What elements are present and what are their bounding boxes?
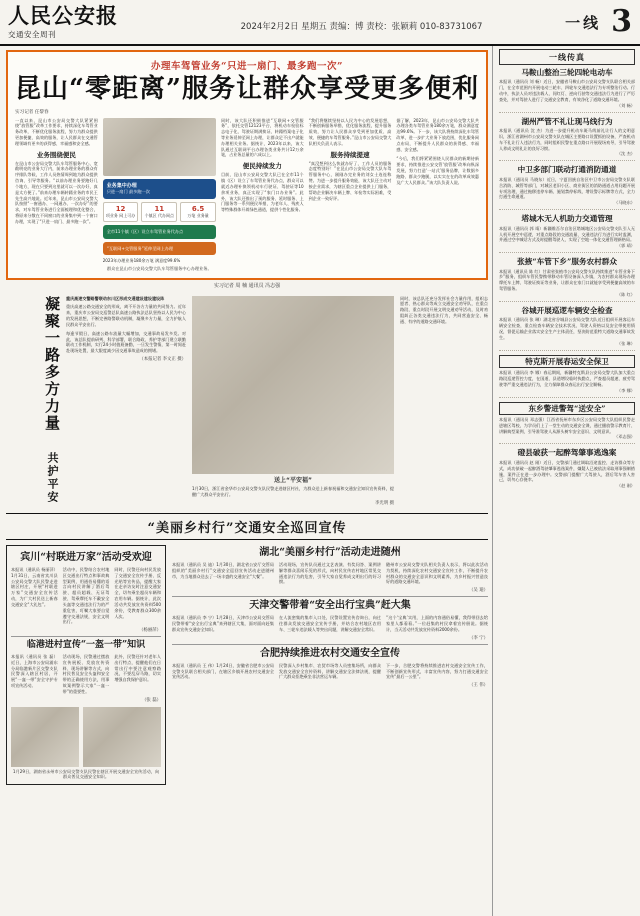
rail-item-sig: （郭 靖）: [616, 243, 635, 249]
lead-column-4: [309, 118, 392, 272]
br-story3-col3: 下一步，合肥交警将持续推进农村交通安全宣传工作，不断创新宣传形式，丰富宣传内容，努力打通交通安全宣传“最后一公里”。: [386, 662, 488, 680]
rail-item-text: 本报讯（通讯员 李 娜）春运期间，新疆特克斯县公安局交警大队加大重点路段巡逻管控力度，在国道、县道增设临时执勤点，严查超员超速、疲劳驾驶等严重交通违法行为，全力保障群众春运出行安全顺畅。: [499, 370, 635, 387]
lead-column-3: [221, 118, 304, 272]
lead-para-4: 目前，昆山市公安局交警大队已在全市11个镇（区）设立了车驾管业务代办点，群众可以就近办理补换领机动车行驶证、驾驶证等10余项业务，真正实现了“家门口办业务”。此外，该大队还推出了预约服务、延时服务、上门服务等一系列便民举措，为老年人、残疾人等特殊群体开辟绿色通道，提供个性化服务。: [220, 172, 304, 213]
bl-photo-caption: 1月29日，湖南省永州市公安局交警支队民警在辖区开展交通安全宣传活动，向群众普及交通安全知识。: [12, 768, 160, 780]
lead-subhead-1: 业务围绕便民: [36, 150, 76, 159]
rail-item-sig: （李 娜）: [616, 387, 635, 393]
lead-para-1: 一直以来，昆山市公安局交警大队紧紧围绕“放管服”改革工作要求，持续深化车驾管业务改革，不断优化服务流程，努力为群众提供更加便捷、高效的服务，让人民群众在交通管理领域有更多的获得感、幸福感和安全感。: [15, 117, 98, 146]
feature2-sig-right: 李光明 摄: [375, 501, 394, 507]
lead-column-1: [15, 118, 98, 272]
issue-dateline: 2024年2月2日 星期五 责编：博 责校：张颖莉 010-83731067: [240, 22, 483, 32]
badge-item: [180, 202, 216, 222]
badge-label: 万笔 业务量: [187, 213, 209, 219]
divider: [11, 636, 161, 637]
section-title: 一线: [565, 13, 602, 32]
page-number: 3: [611, 4, 632, 39]
br-story2-col2: 在人流密集的集市入口处，民警设置宣传咨询台，向过往群众发放交通安全宣传手册，并结合农村地区农用车、三轮车违法载人等突出问题，讲解交通安全常识。: [279, 615, 381, 632]
right-rail: [492, 46, 640, 916]
br-story1-title: 湖北“美丽乡村行”活动走进随州: [259, 547, 401, 559]
rail-item: [499, 402, 635, 445]
lead-para-6: “真没想到这么快就办好了，工作人员的服务态度特别好！”在昆山市公安局交警大队车驾管服务中心，刚刚办完业务的刘女士连连称赞。为进一步提升服务效能，该大队还主动对接企业需求，为辖区重点企业提供上门服务，帮助企业解决车辆上牌、年检等实际困难，受到企业一致好评。: [308, 160, 392, 201]
badge-number: 12: [115, 205, 126, 214]
lead-photo: [103, 118, 216, 176]
paper-name: 人民公安报: [8, 2, 118, 28]
divider: [172, 644, 488, 645]
rail-item-text: 本报讯（通讯员 赵 刚）近日，交警部门通过调取沿途监控、走访群众等方式，成功侦破一起醉酒驾驶肇事逃逸案件，嫌疑人已被依法采取刑事强制措施，案件正在进一步办理中。交警部门提醒广大驾驶人，酒后驾车害人害己，切勿心存侥幸。: [499, 459, 635, 483]
br-story1-col3: 随州市公安局交警支队相关负责人表示，将以此次活动为契机，持续深化农村交通安全宣传工作，不断提升农村群众的交通安全意识和文明素养，为乡村振兴营造良好的道路交通环境。: [386, 562, 488, 585]
campaign-band: [6, 513, 488, 540]
lead-kicker: 办理车驾管业务“只进一扇门、最多跑一次”: [151, 61, 343, 72]
br-story3-col1: 本报讯（通讯员 王 伟）1月24日，安徽省合肥市公安局交警支队联合相关部门，在辖区乡镇开展农村交通安全宣传活动。: [172, 662, 274, 680]
bl-story1-col2: 活动中，民警结合农村地区交通出行特点和事故典型案例，用通俗易懂的语言向村民讲解了酒后驾驶、超员超载、无证驾驶、驾乘摩托车不戴安全头盔等交通违法行为的严重危害，叮嘱大家要自觉遵守交通法规，安全文明出行。: [62, 567, 110, 625]
rail-item-text: 本报讯（通讯员 马晓东）近日，宁夏回族自治区中卫市公安局交警支队联合消防、城管等部门，对城区老旧小区、商业街区的消防通道占用问题开展专项治理，通过拖移违停车辆、施划禁停标线、增设警示标牌等方式，全力打通生命通道。: [499, 176, 635, 200]
rail-item-title: 湖州严管不礼让现马线行为: [521, 116, 613, 126]
infographic-badges: [103, 202, 216, 222]
lead-headline: 昆山“零距离”服务让群众享受更多便利: [15, 74, 479, 104]
rail-item-title: 谷城开展巡逻车辆安全检查: [521, 305, 613, 315]
rail-item-title: 张掖“车管下乡”服务农村群众: [517, 257, 617, 267]
br-story-2: [172, 600, 488, 640]
bottom-right-stories: [172, 545, 488, 785]
rail-item-sig: （刘 畅）: [616, 102, 635, 108]
rail-item: [499, 306, 635, 351]
rail-item-text: 本报讯（通讯员 刘 畅）近日，安徽省马鞍山市公安局交警支队联合相关部门，在全市范围内开展电动三轮车、四轮车交通违法行为专项整治行动。行动中，执法人员对违法载人、闯红灯、逆向行驶等交通违法行为进行了严厉查处，并对驾驶人进行了交通安全教育，有效净化了道路交通环境。: [499, 79, 635, 102]
bl-story1-col3: 同时，民警还向村民发放了交通安全宣传手册、反光贴等宣传品，提醒大家在走亲访友时注意交通安全，切勿乘坐超员车辆和农用车辆。据统计，此次活动共发放宣传资料500余份，受教育群众300余人次。: [114, 567, 162, 619]
infographic-subtitle: 只进一扇门 最多跑一次: [106, 189, 150, 195]
feature2-sig-left: （本报记者 李文正 摄）: [139, 356, 186, 362]
feature2-headline-line2: 共护平安: [46, 451, 59, 504]
main-column: [0, 46, 492, 916]
rail-item-title: 塔城木无人机助力交通管理: [521, 214, 613, 224]
badge-label: 个镇区 代办网点: [144, 213, 174, 219]
rail-item: [499, 257, 635, 302]
feature2-side-column: [400, 296, 488, 506]
badge-number: 6.5: [191, 205, 205, 214]
rail-item: [499, 214, 635, 253]
infographic-note-3: 2023年办理业务180余万笔 满意度99.6%: [102, 258, 181, 264]
lead-para-8: “今后，我们将紧紧围绕人民群众的新期待新要求，持续推进公安交管‘放管服’改革向纵深发展，努力打造‘一站式’服务品牌，让数据多跑路、群众少跑腿，以实实在在的改革成效惠及广大人民群众。”该大队负责人说。: [396, 156, 479, 185]
rail-item: [499, 165, 635, 210]
br-story1-columns: [172, 562, 488, 585]
br-story2-sig: （李 宁）: [469, 635, 488, 641]
rail-item-text: 本报讯（通讯员 邓志强）江西省抚州市东乡区公安局交警大队组织民警走进辖区驾校，为学员们上了一堂生动的交通安全课，通过播放警示教育片、讲解典型案例，引导准驾驶人从源头树牢安全意识、文明意识。: [499, 417, 635, 434]
rail-item-sig: （马晓东）: [614, 200, 635, 206]
masthead-right: [565, 4, 640, 39]
lead-byline: 实习记者 任黎春: [15, 109, 49, 115]
feature2-byline: 实习记者 周 楠 通讯员 冯志强: [213, 282, 281, 289]
br-story2-col1: 本报讯（通讯员 李 宁）1月28日，天津市公安局交管局民警带着“安全出行宝典”来到辖区大集，面对面向赶集群众宣传交通安全知识。: [172, 615, 274, 632]
feature2-headline: [6, 296, 60, 506]
lead-column-2: [103, 118, 216, 272]
divider: [172, 596, 488, 597]
infographic-note-1: 全市11个镇（区）设立车驾管业务代办点: [103, 225, 216, 239]
bl-photo-2: [83, 707, 161, 767]
lead-para-5: “我们将继续坚持以人民为中心的发展思想，不断创新服务举措，优化服务流程，提升服务质效，努力让人民群众享受到更加优质、高效、便捷的车驾管服务。”昆山市公安局交警大队相关负责人表示。: [308, 117, 392, 146]
campaign-band-title: “美丽乡村行”交通安全巡回宣传: [147, 521, 347, 537]
bl-story2-col3: 此外，民警还针对老年人出行特点，提醒他们在日常出行中要注意观察路况，不要乱穿马路，切实增强自我保护意识。: [114, 653, 162, 683]
feature2-shoulder: 重庆高速交警路警联动东川区形成交通建设建设建设阵: [66, 295, 165, 301]
rail-item-text: 本报讯（通讯员 陈 红）甘肃省张掖市公安局交警支队持续推进“车管业务下乡”服务，组织车管民警携带移动车管设备深入乡镇，为农村群众现场办理摩托车上牌、驾驶证换证等业务，让群众在家门口就能享受到便捷高效的车驾管服务。: [499, 268, 635, 292]
lead-para-7: 据了解，2023年，昆山市公安局交警大队共办理各类车驾管业务180余万笔，群众满意度达99.6%。下一步，该大队将持续深化车驾管改革，进一步扩大业务下放范围，优化服务网点布局，不断提升人民群众的获得感、幸福感、安全感。: [396, 117, 479, 152]
rail-item: [499, 448, 635, 492]
badge-number: 11: [154, 205, 165, 214]
lead-para-3: 同时，该大队还积极推进“互联网+交管服务”，依托交管12123平台，将机动车检验标志电子化、驾驶证期满换证、转籍档案电子化等业务延伸至网上办理，让群众足不出户就能办理相关业务。据统计，2023年以来，该大队通过互联网平台办理各类业务共计12万余笔，占业务总量的六成以上。: [220, 117, 304, 158]
rail-item: [499, 117, 635, 162]
paper-subtitle: 交通安全周刊: [8, 29, 56, 39]
rail-item-title: 磴县破获一起醉驾肇事逃逸案: [517, 448, 617, 458]
bl-story1-sig: （杨丽萍）: [139, 628, 161, 634]
rail-item-text: 本报讯（通讯员 郭 靖）新疆维吾尔自治区塔城地区公安局交警支队引入无人机开展空中巡逻，对重点路段的交通流量、交通违法行为进行实时监测，并通过空中喊话方式及时提醒驾驶人，实现了空地一体化交通管理新格局。: [499, 225, 635, 243]
infographic-note-2: “互联网+交管服务”延伸至网上办理: [103, 242, 216, 256]
lead-column-5: [396, 118, 479, 272]
rail-item-sig: （陈 红）: [616, 291, 635, 297]
bottom-region: [6, 545, 488, 785]
feature2-text-column: [66, 296, 186, 506]
masthead: [0, 0, 640, 46]
feature2: [6, 296, 488, 506]
feature2-para-2: 每逢节假日，高速公路车流量大幅增加，交通事故易发多发。对此，该总队提前研判、科学部署，联合路政、养护等部门建立联勤联动工作机制，实行24小时值班备勤，一旦发生警情，第一时间赶赴现场处置，最大限度减少因交通事故造成的拥堵。: [66, 330, 186, 354]
rail-item-title: 东乡警进警驾“送安全”: [499, 402, 635, 415]
br-story-3: [172, 648, 488, 688]
lead-subhead-2: 便民持续发力: [242, 162, 282, 171]
feature2-photo: [192, 296, 394, 474]
bottom-left-box: [6, 545, 166, 785]
bl-story1-columns: [11, 567, 161, 625]
br-story1-col2: 活动现场，宣传队员通过文艺表演、有奖问答、案例讲解等群众喜闻乐见的形式，向村民宣传农村地区常见交通违法行为的危害，引导大家自觉养成文明出行的好习惯。: [279, 562, 381, 585]
lead-subhead-3: 服务持续提速: [330, 150, 370, 159]
rail-item: [499, 68, 635, 113]
badge-item: [141, 202, 177, 222]
br-story3-title: 合肥持续推进农村交通安全宣传: [260, 647, 400, 659]
bl-photo-row: [11, 707, 161, 767]
rail-item-sig: （赵 刚）: [616, 483, 635, 489]
rail-item-title: 中卫多部门联动打通消防通道: [517, 165, 617, 175]
page-body: [0, 46, 640, 916]
rail-item-sig: （邓志强）: [614, 434, 635, 440]
infographic-card: [103, 179, 216, 199]
feature2-photo-block: [192, 296, 394, 506]
feature2-photo-caption-left: 送上“平安福”: [274, 476, 312, 484]
bl-story1-title: 宾川“村联进万家”活动受欢迎: [20, 552, 152, 564]
rail-item: [499, 355, 635, 398]
feature2-para-3: 同时，该总队还充分发挥社会力量作用，组织志愿者、热心群众等成立交通安全劝导队，在重点路段、重点时段开展文明交通劝导活动，及时劝阻纠正各类交通违法行为，共同营造安全、畅通、有序的道路交通环境。: [400, 295, 488, 324]
lead-para-2: 在昆山市公安局交警大队车驾管服务中心，宽敞明亮的业务大厅内，前来办理业务的群众有序排队等候，工作人员热情周到地为群众提供咨询、引导等服务。“以前办理业务要跑好几个地方，现在只要到这里就可以一次办好，真是太方便了。”前来办理车辆转籍业务的市民王先生高兴地说。近年来，昆山市公安局交警大队按照“一窗通办、一网通办、一次办好”的要求，对车驾管业务进行全面梳理和优化整合，将原来分散在不同窗口的业务集中到一个窗口办理，实现了“只进一扇门、最多跑一次”。: [15, 160, 98, 224]
rail-item-title: 马鞍山整治三轮四轮电动车: [521, 68, 613, 77]
feature2-para-1: 重庆高速公路交通安全的形成，离不开各方力量的共同努力。近年来，重庆市公安局交巡警总队高速公路执法总队坚持以人民为中心的发展思想，不断完善路警联动机制，凝聚多方力量，全力护航人民群众平安出行。: [66, 304, 186, 327]
bl-story2-sig: （张 磊）: [142, 697, 161, 703]
badge-label: 项业务 网上可办: [105, 213, 136, 219]
lead-photo-caption: 群众在昆山市公安局交警大队车驾管服务中心办理业务。: [106, 266, 212, 272]
infographic-title: 业务集中办理: [106, 182, 137, 189]
bl-photo-1: [11, 707, 79, 767]
br-story1-sig: （吴 迪）: [469, 588, 488, 594]
feature2-headline-line1: 凝聚一路多方力量: [43, 295, 61, 432]
bl-story2-col1: 本报讯（通讯员 张 磊）近日，上海市公安局浦东分局临港新片区交警支队民警深入辖区村居，开展“一盔一带”安全守护专项宣传活动。: [11, 653, 58, 689]
rail-item-text: 本报讯（通讯员 张 琳）湖北省谷城县公安局交警大队近日组织开展客运车辆安全检查，重点检查车辆安全技术状况、驾驶人资格以及安全带使用情况，督促运输企业落实安全生产主体责任，坚决防范重特大道路交通事故发生。: [499, 317, 635, 340]
rail-item-sig: （张 琳）: [616, 340, 635, 346]
bl-story2-columns: [11, 654, 161, 695]
rail-header: 一线传真: [499, 49, 635, 65]
bl-story1-col1: 本报讯（通讯员 杨丽萍）1月31日，云南省宾川县公安局交警大队民警走进辖区村庄，开展“村联进万家”交通安全宣传活动，为广大村民送上新春交通安全“大礼包”。: [11, 567, 58, 607]
br-story2-title: 天津交警带着“安全出行宝典”赶大集: [249, 600, 411, 612]
br-story2-columns: [172, 615, 488, 632]
br-story3-columns: [172, 663, 488, 680]
feature2-photo-caption-right: 1月30日，浙江省金华市公安局交警支队民警走进辖区村社，为群众送上新春祝福和交通安全知识宣传资料，提醒广大群众平安出行。: [192, 486, 394, 498]
lead-story: [6, 50, 488, 280]
rail-item-sig: （沈 杰）: [616, 151, 635, 157]
br-story-1: [172, 547, 488, 593]
paper-logo: [0, 2, 158, 40]
br-story1-col1: 本报讯（通讯员 吴 迪）1月30日，湖北省公安厅交管局组织的“美丽乡村行”交通安全巡回宣传活动走进随州市，为当地群众送去了一场丰盛的交通安全“大餐”。: [172, 562, 274, 579]
bl-story2-title: 临港进村宣传“一盔一带”知识: [26, 640, 146, 651]
bl-story2-col2: 活动现场，民警通过摆放宣传展板、发放宣传资料、现场讲解等方式，向村民普及安全头盔和安全带的正确使用方法，用事故案例警示大家“一盔一带”的重要性。: [62, 653, 110, 694]
badge-item: [103, 202, 139, 222]
br-story3-col2: 民警深入乡村集市、农贸市场等人员密集场所，向群众发放交通安全宣传资料，讲解交通安全法律法规，提醒广大群众拒绝乘坐非法营运车辆。: [279, 662, 381, 680]
lead-columns: [15, 118, 479, 272]
rail-item-text: 本报讯（通讯员 沈 杰）为进一步提升机动车斑马线前礼让行人的文明意识，浙江省湖州市公安局交警支队在城区主要路口设置抓拍设备，严查机动车不礼让行人违法行为，同时组织民警在重点路口开展现场劝导，引导驾驶人养成文明礼让的良好习惯。: [499, 128, 635, 151]
rail-item-title: 特克斯开展春运安全保卫: [499, 355, 635, 368]
br-story2-col3: “这个‘宝典’实用，上面的内容通俗易懂，我得带回去给家里人都看看。”一位赶集的村民拿着宣传册说。据统计，当天活动共发放宣传资料2000余份。: [386, 615, 488, 632]
br-story3-sig: （王 伟）: [469, 683, 488, 689]
